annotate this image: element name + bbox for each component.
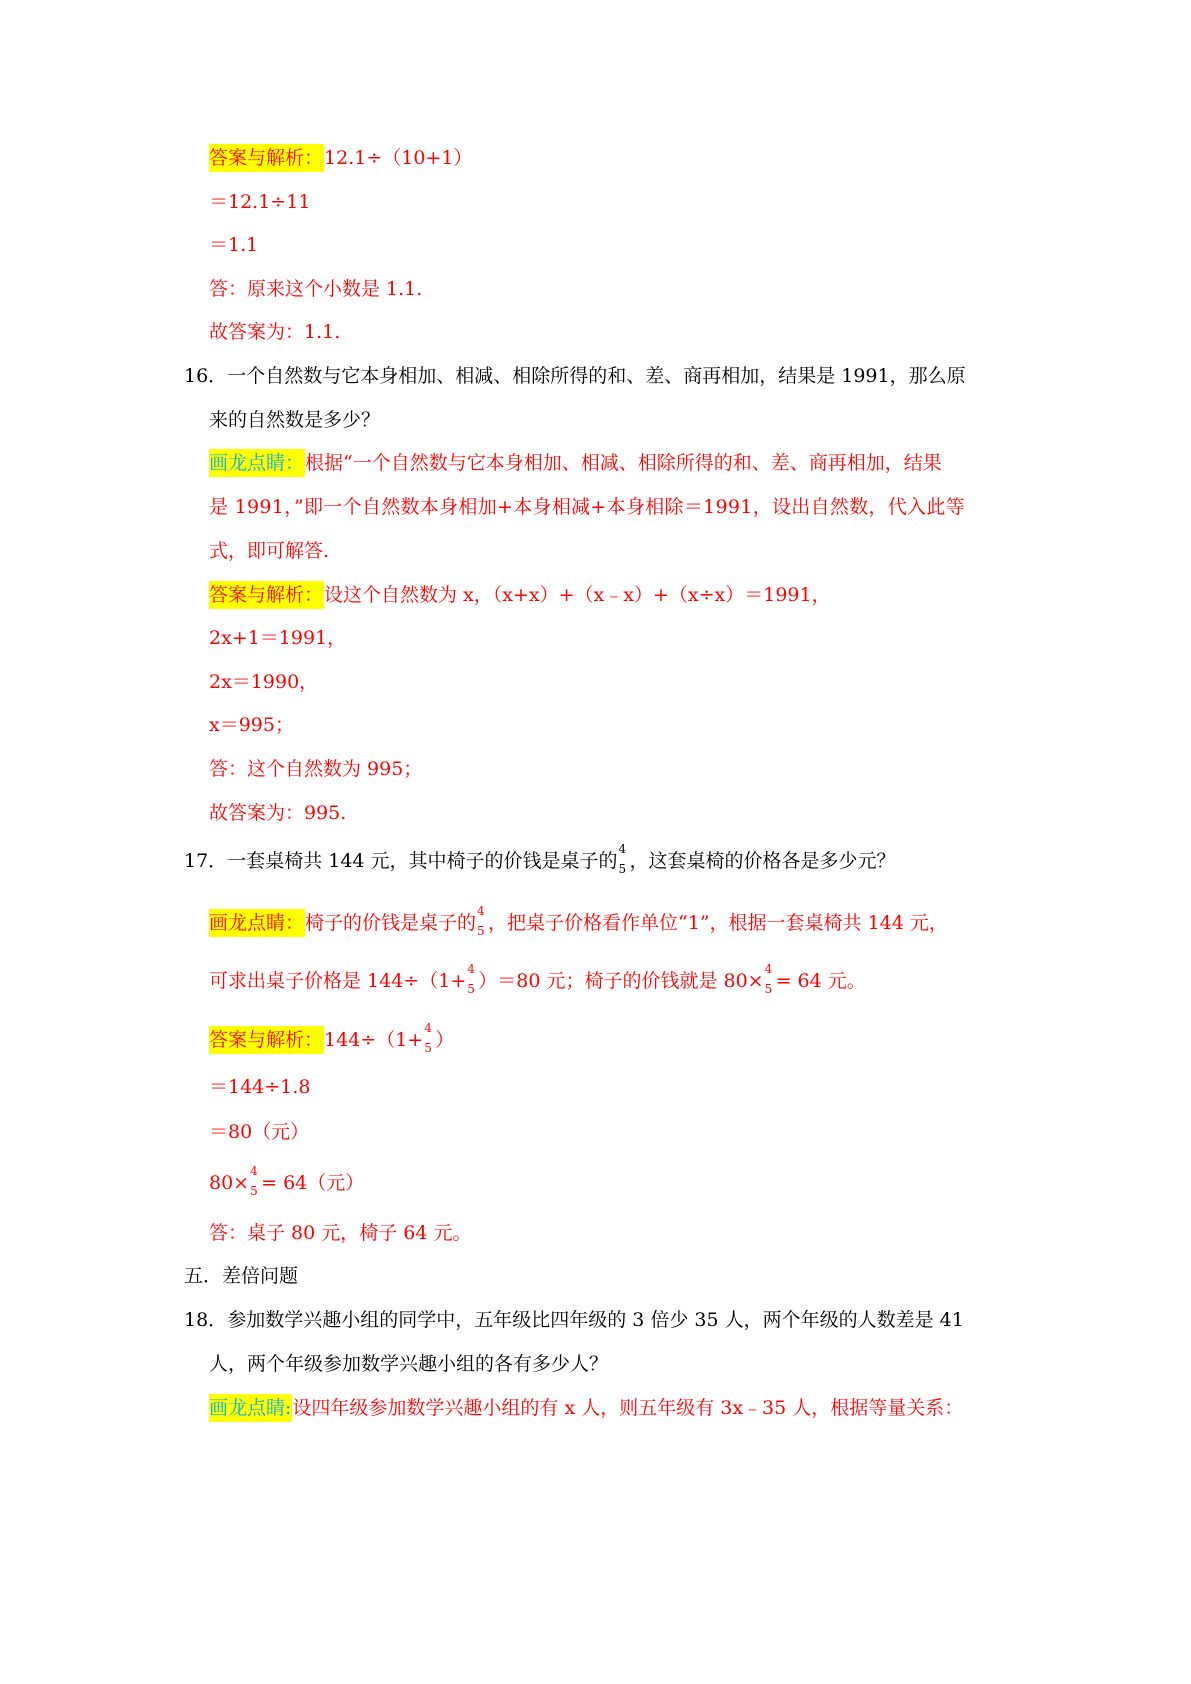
answer-statement: 答：这个自然数为 995； — [209, 758, 423, 780]
answer-line — [209, 1021, 455, 1055]
fraction — [476, 904, 488, 938]
hint-text: 可求出桌子价格是 144÷（1+ — [209, 970, 467, 992]
solution-step: x＝995； — [209, 714, 294, 736]
question-number: 18． — [184, 1309, 228, 1331]
question-number: 17． — [184, 850, 228, 872]
hint-text: ，把桌子价格看作单位“1”，根据一套桌椅共 144 元， — [488, 912, 948, 934]
hint-text: = 64 元。 — [775, 970, 866, 992]
solution-step: 2x＝1990， — [209, 671, 319, 693]
question-text: 一个自然数与它本身相加、相减、相除所得的和、差、商再相加，结果是 1991，那么原 — [227, 365, 966, 387]
fraction — [764, 962, 776, 996]
fraction-denominator: 5 — [424, 1041, 432, 1055]
solution-step: ＝1.1 — [209, 234, 259, 256]
hint-text: 根据“一个自然数与它本身相加、相减、相除所得的和、差、商再相加，结果 — [305, 452, 942, 474]
question-16 — [184, 367, 966, 386]
answer-text: 12.1÷（10+1） — [324, 147, 473, 169]
hint-line — [209, 1399, 963, 1418]
solution-step: ＝144÷1.8 — [209, 1076, 311, 1098]
answer-statement: 答：桌子 80 元，椅子 64 元。 — [209, 1222, 472, 1244]
fraction-numerator: 4 — [764, 962, 773, 976]
solution-step: 2x+1＝1991， — [209, 627, 347, 649]
fraction-numerator: 4 — [467, 962, 475, 976]
fraction-denominator: 5 — [467, 982, 475, 996]
answer-label: 答案与解析： — [209, 144, 324, 172]
question-17 — [184, 842, 896, 876]
fraction-numerator: 4 — [477, 904, 485, 918]
section-heading: 五．差倍问题 — [184, 1265, 299, 1287]
question-text: 参加数学兴趣小组的同学中，五年级比四年级的 3 倍少 35 人，两个年级的人数差是 41 — [227, 1309, 964, 1331]
answer-text: 设这个自然数为 x，（x+x）+（x﹣x）+（x÷x）＝1991， — [324, 584, 831, 606]
hint-line — [209, 904, 948, 938]
question-text: 来的自然数是多少？ — [209, 409, 381, 431]
fraction-denominator: 5 — [764, 982, 773, 996]
fraction — [466, 962, 478, 996]
fraction — [423, 1021, 435, 1055]
answer-line — [209, 586, 831, 605]
question-text: 一套桌椅共 144 元，其中椅子的价钱是桌子的 — [227, 850, 618, 872]
question-number: 16． — [184, 365, 228, 387]
answer-label: 答案与解析： — [209, 1026, 324, 1054]
hint-text: ）＝80 元；椅子的价钱就是 80× — [478, 970, 764, 992]
answer-text: 144÷（1+ — [324, 1029, 424, 1051]
hint-text: 是 1991，”即一个自然数本身相加+本身相减+本身相除＝1991，设出自然数，代入此等 — [209, 496, 966, 518]
solution-step — [209, 1164, 365, 1198]
hint-label: 画龙点睛: — [209, 1394, 292, 1422]
question-text: ，这套桌椅的价格各是多少元？ — [629, 850, 896, 872]
fraction-denominator: 5 — [618, 862, 627, 876]
solution-text: 80× — [209, 1172, 250, 1194]
hint-line — [209, 962, 866, 996]
fraction-numerator: 4 — [424, 1021, 432, 1035]
solution-text: = 64（元） — [261, 1172, 365, 1194]
answer-label: 答案与解析： — [209, 581, 324, 609]
answer-statement: 答：原来这个小数是 1.1. — [209, 278, 423, 300]
hint-text: 式，即可解答. — [209, 540, 330, 562]
fraction-denominator: 5 — [477, 924, 485, 938]
fraction-denominator: 5 — [250, 1184, 258, 1198]
fraction — [249, 1164, 261, 1198]
final-answer: 故答案为：1.1. — [209, 321, 341, 343]
final-answer: 故答案为：995. — [209, 802, 347, 824]
answer-text: ） — [435, 1029, 455, 1051]
fraction-numerator: 4 — [250, 1164, 258, 1178]
answer-line — [209, 149, 472, 168]
fraction — [618, 842, 630, 876]
hint-line — [209, 454, 942, 473]
hint-label: 画龙点睛： — [209, 449, 305, 477]
solution-step: ＝80（元） — [209, 1121, 310, 1143]
question-18 — [184, 1311, 964, 1330]
hint-text: 设四年级参加数学兴趣小组的有 x 人，则五年级有 3x﹣35 人，根据等量关系： — [292, 1397, 964, 1419]
hint-text: 椅子的价钱是桌子的 — [305, 912, 477, 934]
hint-label: 画龙点睛： — [209, 909, 305, 937]
question-text: 人，两个年级参加数学兴趣小组的各有多少人？ — [209, 1353, 609, 1375]
solution-step: ＝12.1÷11 — [209, 191, 311, 213]
fraction-numerator: 4 — [618, 842, 627, 856]
